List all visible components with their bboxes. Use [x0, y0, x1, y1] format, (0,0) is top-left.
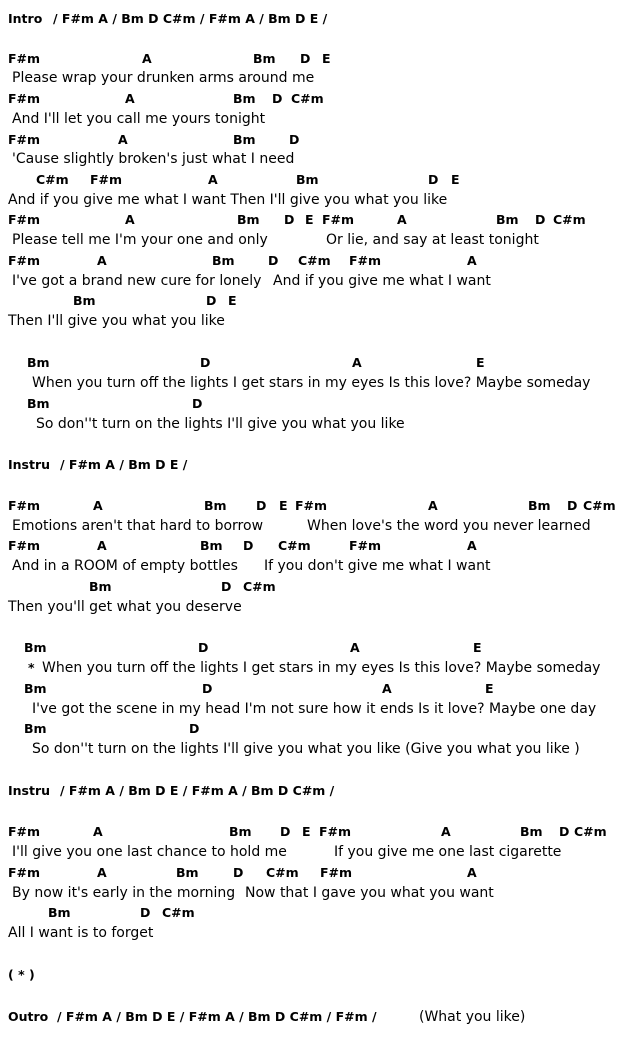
chord: A	[97, 538, 107, 553]
chord: A	[397, 212, 407, 227]
chord: D	[256, 498, 267, 513]
chord: Bm	[212, 253, 235, 268]
chord: E	[322, 51, 331, 66]
chord: C#m	[553, 212, 586, 227]
chord: D	[567, 498, 578, 513]
repeat-chorus-marker: ( * )	[8, 967, 35, 982]
chord: Bm	[200, 538, 223, 553]
chord: D	[198, 640, 209, 655]
chord: D	[535, 212, 546, 227]
chord: Bm	[229, 824, 252, 839]
chord: Bm	[24, 640, 47, 655]
chord: C#m	[583, 498, 616, 513]
chord: F#m	[8, 824, 41, 839]
chord: E	[476, 355, 485, 370]
chord: D	[140, 905, 151, 920]
lyric-line: 'Cause slightly broken's just what I need	[12, 151, 295, 167]
chord: D	[559, 824, 570, 839]
chord: A	[428, 498, 438, 513]
chord: D	[200, 355, 211, 370]
lyric-line: And I'll let you call me yours tonight	[12, 111, 266, 127]
chord: F#m	[8, 538, 41, 553]
chord: F#m	[320, 865, 353, 880]
instru-label: Instru	[8, 457, 51, 472]
outro-progression: / F#m A / Bm D E / F#m A / Bm D C#m / F#m /	[57, 1009, 377, 1024]
chord: F#m	[349, 538, 382, 553]
instru-progression: / F#m A / Bm D E /	[60, 457, 188, 472]
lyric-line: If you give me one last cigarette	[334, 844, 562, 860]
chord: A	[125, 91, 135, 106]
chord: D	[300, 51, 311, 66]
chord: Bm	[204, 498, 227, 513]
chord: E	[279, 498, 288, 513]
lyric-line: So don''t turn on the lights I'll give you what you like	[36, 416, 405, 432]
lyric-line: Emotions aren't that hard to borrow	[12, 518, 264, 534]
chord: C#m	[243, 579, 276, 594]
chord: C#m	[36, 172, 69, 187]
chord: F#m	[8, 498, 41, 513]
chord: F#m	[90, 172, 123, 187]
lyric-line: All I want is to forget	[8, 925, 154, 941]
chord: D	[189, 721, 200, 736]
chord: Bm	[24, 721, 47, 736]
chord: A	[208, 172, 218, 187]
chord: Bm	[27, 396, 50, 411]
lyric-line: And in a ROOM of empty bottles	[12, 558, 238, 574]
lyric-line: By now it's early in the morning	[12, 885, 236, 901]
chord: D	[192, 396, 203, 411]
lyric-line: I've got the scene in my head I'm not sure how it ends Is it love? Maybe one day	[32, 701, 597, 717]
chord: Bm	[24, 681, 47, 696]
lyric-line: And if you give me what I want Then I'll give you what you like	[8, 192, 448, 208]
chord: A	[382, 681, 392, 696]
chord: C#m	[291, 91, 324, 106]
lyric-line: When you turn off the lights I get stars in my eyes Is this love? Maybe someday	[42, 660, 601, 676]
chord: A	[93, 824, 103, 839]
chord: A	[467, 253, 477, 268]
chord: F#m	[295, 498, 328, 513]
chord: A	[467, 538, 477, 553]
lyric-line: So don''t turn on the lights I'll give you what you like (Give you what you like )	[32, 741, 580, 757]
chord: D	[206, 293, 217, 308]
outro-label: Outro	[8, 1009, 49, 1024]
chord: A	[97, 865, 107, 880]
chord: F#m	[8, 51, 41, 66]
chord: D	[272, 91, 283, 106]
chord: Bm	[237, 212, 260, 227]
chord: Bm	[253, 51, 276, 66]
chord: Bm	[48, 905, 71, 920]
lyric-line: I've got a brand new cure for lonely	[12, 273, 262, 289]
lyric-line: Please wrap your drunken arms around me	[12, 70, 315, 86]
chord: D	[428, 172, 439, 187]
lyric-line: Then I'll give you what you like	[8, 313, 225, 329]
outro-note: (What you like)	[419, 1009, 526, 1025]
chord: A	[118, 132, 128, 147]
chord: F#m	[8, 91, 41, 106]
chord: Bm	[27, 355, 50, 370]
chord: A	[125, 212, 135, 227]
chord: D	[268, 253, 279, 268]
instru-label: Instru	[8, 783, 51, 798]
lyric-line: Then you'll get what you deserve	[8, 599, 242, 615]
chord: Bm	[89, 579, 112, 594]
chord: E	[228, 293, 237, 308]
chord: Bm	[73, 293, 96, 308]
lyric-line: When love's the word you never learned	[307, 518, 591, 534]
lyric-line: I'll give you one last chance to hold me	[12, 844, 287, 860]
chord: F#m	[322, 212, 355, 227]
chord: D	[289, 132, 300, 147]
chord: D	[284, 212, 295, 227]
chord: A	[142, 51, 152, 66]
chord: E	[451, 172, 460, 187]
chord: F#m	[8, 253, 41, 268]
chord: C#m	[162, 905, 195, 920]
lyric-line: When you turn off the lights I get stars in my eyes Is this love? Maybe someday	[32, 375, 591, 391]
intro-label: Intro	[8, 11, 43, 26]
lyric-line: Now that I gave you what you want	[245, 885, 494, 901]
chord: Bm	[233, 132, 256, 147]
intro-progression: / F#m A / Bm D C#m / F#m A / Bm D E /	[53, 11, 328, 26]
chord: Bm	[528, 498, 551, 513]
chord: D	[221, 579, 232, 594]
chord: Bm	[496, 212, 519, 227]
chord: A	[350, 640, 360, 655]
chord: D	[243, 538, 254, 553]
chord: A	[93, 498, 103, 513]
chord: F#m	[8, 865, 41, 880]
chord: A	[441, 824, 451, 839]
chord: A	[467, 865, 477, 880]
lyric-line: And if you give me what I want	[273, 273, 491, 289]
chord: E	[302, 824, 311, 839]
lyric-line: If you don't give me what I want	[264, 558, 491, 574]
chord: Bm	[296, 172, 319, 187]
lyric-line: Or lie, and say at least tonight	[326, 232, 539, 248]
chord: C#m	[266, 865, 299, 880]
chord: D	[202, 681, 213, 696]
chord: A	[352, 355, 362, 370]
chord: Bm	[520, 824, 543, 839]
chord: D	[280, 824, 291, 839]
lyric-line: Please tell me I'm your one and only	[12, 232, 268, 248]
chord: C#m	[278, 538, 311, 553]
chord: F#m	[319, 824, 352, 839]
chord: D	[233, 865, 244, 880]
chord: Bm	[233, 91, 256, 106]
chord: F#m	[349, 253, 382, 268]
chord: Bm	[176, 865, 199, 880]
chord: E	[305, 212, 314, 227]
chord: C#m	[298, 253, 331, 268]
chord: F#m	[8, 212, 41, 227]
instru-progression: / F#m A / Bm D E / F#m A / Bm D C#m /	[60, 783, 335, 798]
chord: E	[485, 681, 494, 696]
chord: C#m	[574, 824, 607, 839]
chord: A	[97, 253, 107, 268]
chord: E	[473, 640, 482, 655]
chord: F#m	[8, 132, 41, 147]
repeat-star-marker: *	[28, 660, 35, 675]
